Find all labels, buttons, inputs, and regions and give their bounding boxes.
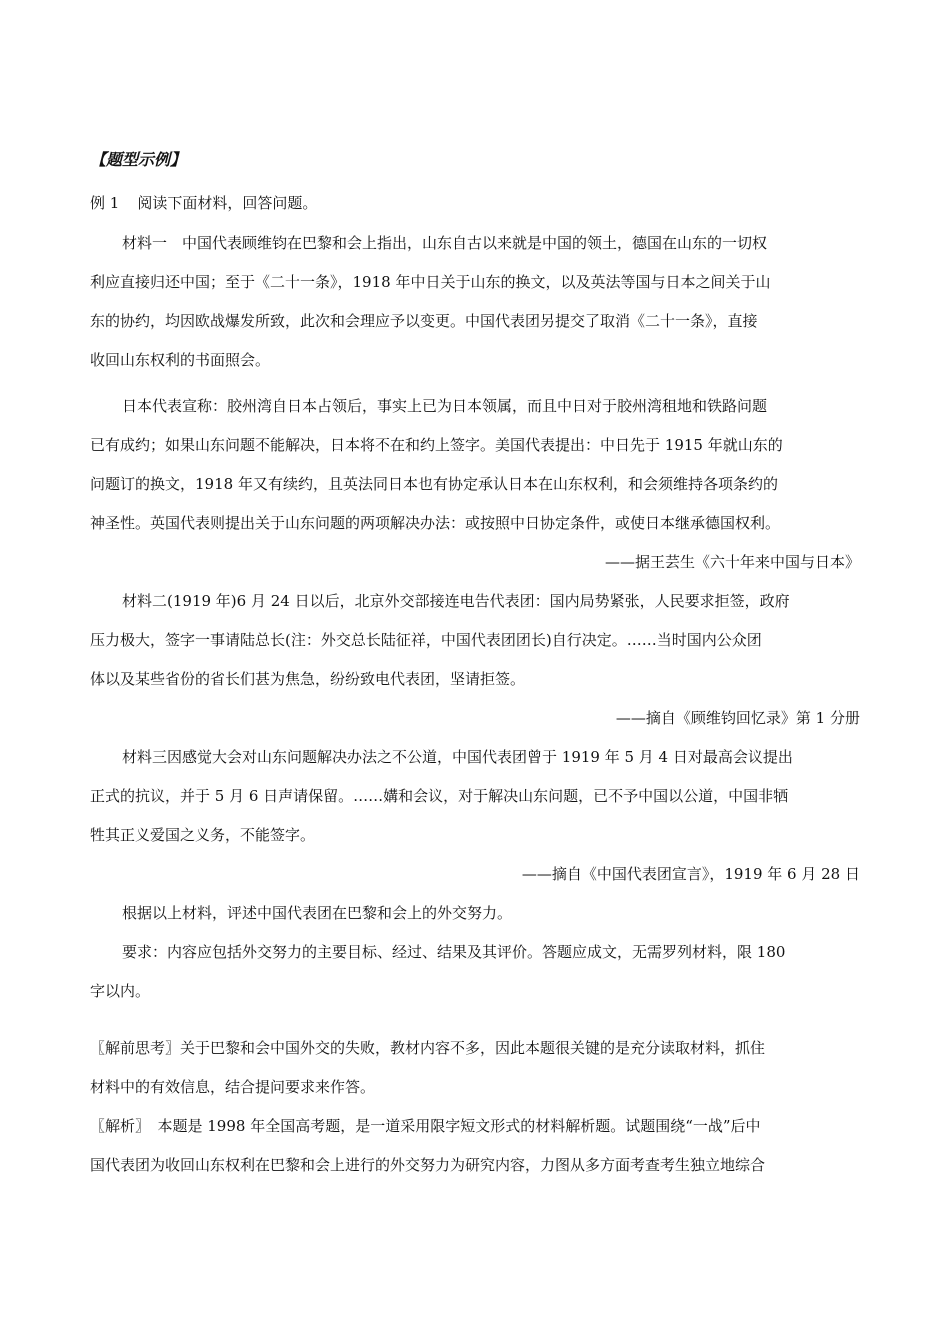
pre-think-line: 〖解前思考〗关于巴黎和会中国外交的失败，教材内容不多，因此本题很关键的是充分读取材料，抓住 bbox=[90, 1039, 766, 1057]
material1-source: ——据王芸生《六十年来中国与日本》 bbox=[604, 553, 860, 571]
section-heading: 【题型示例】 bbox=[90, 150, 187, 169]
analysis-line: 〖解析〗 本题是 1998 年全国高考题，是一道采用限字短文形式的材料解析题。试题围绕“一战”后中 bbox=[90, 1117, 761, 1135]
requirement-line: 要求：内容应包括外交努力的主要目标、经过、结果及其评价。答题应成文，无需罗列材料，限 180 bbox=[122, 943, 786, 961]
material3-line: 牲其正义爱国之义务，不能签字。 bbox=[90, 826, 316, 844]
material1-line: 东的协约，均因欧战爆发所致，此次和会理应予以变更。中国代表团另提交了取消《二十一条》，直接 bbox=[90, 312, 758, 330]
material3-line: 正式的抗议，并于 5 月 6 日声请保留。……媾和会议，对于解决山东问题，已不予中国以公道，中国非牺 bbox=[90, 787, 789, 805]
analysis-line: 国代表团为收回山东权利在巴黎和会上进行的外交努力为研究内容，力图从多方面考查考生独立地综合 bbox=[90, 1156, 766, 1174]
material2-line: 体以及某些省份的省长们甚为焦急，纷纷致电代表团，坚请拒签。 bbox=[90, 670, 526, 688]
material1-line: 神圣性。英国代表则提出关于山东问题的两项解决办法：或按照中日协定条件，或使日本继承德国权利。 bbox=[90, 514, 781, 532]
material3-source: ——摘自《中国代表团宣言》，1919 年 6 月 28 日 bbox=[521, 865, 860, 883]
example-label: 例 1 bbox=[90, 194, 120, 212]
question-text: 根据以上材料，评述中国代表团在巴黎和会上的外交努力。 bbox=[122, 904, 513, 922]
requirement-line: 字以内。 bbox=[90, 982, 151, 1000]
material3-line: 材料三因感觉大会对山东问题解决办法之不公道，中国代表团曾于 1919 年 5 月 4 日对最高会议提出 bbox=[122, 748, 793, 766]
material1-line: 日本代表宣称：胶州湾自日本占领后，事实上已为日本领属，而且中日对于胶州湾租地和铁路问题 bbox=[122, 397, 768, 415]
material1-line: 利应直接归还中国；至于《二十一条》，1918 年中日关于山东的换文，以及英法等国与日本之间关于山 bbox=[90, 273, 771, 291]
material1-line: 收回山东权利的书面照会。 bbox=[90, 351, 271, 369]
material2-line: 压力极大，签字一事请陆总长(注：外交总长陆征祥，中国代表团团长)自行决定。……当时国内公众团 bbox=[90, 631, 762, 649]
material2-source: ——摘自《顾维钧回忆录》第 1 分册 bbox=[615, 709, 860, 727]
material1-line: 材料一 中国代表顾维钧在巴黎和会上指出，山东自古以来就是中国的领土，德国在山东的一切权 bbox=[122, 234, 768, 252]
material1-line: 问题订的换文，1918 年又有续约，且英法同日本也有协定承认日本在山东权利，和会须维持各项条约的 bbox=[90, 475, 778, 493]
example-line bbox=[90, 193, 860, 213]
pre-think-line: 材料中的有效信息，结合提问要求来作答。 bbox=[90, 1078, 376, 1096]
material1-line: 已有成约；如果山东问题不能解决，日本将不在和约上签字。美国代表提出：中日先于 1915 年就山东的 bbox=[90, 436, 783, 454]
example-prompt: 阅读下面材料，回答问题。 bbox=[137, 194, 318, 212]
material2-line: 材料二(1919 年)6 月 24 日以后，北京外交部接连电告代表团：国内局势紧张，人民要求拒签，政府 bbox=[122, 592, 790, 610]
